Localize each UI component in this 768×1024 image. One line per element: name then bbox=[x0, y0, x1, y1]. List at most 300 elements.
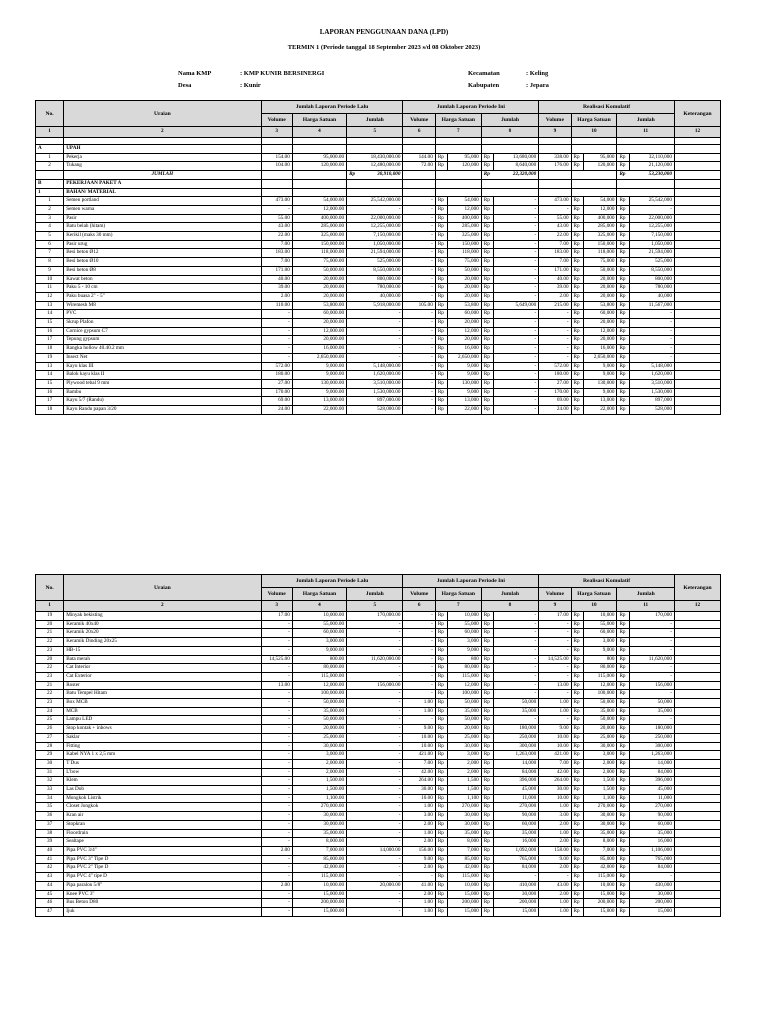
jumlah-kumulatif: 8,550,000 bbox=[629, 266, 674, 275]
harga-lalu: 115,000.00 bbox=[292, 672, 346, 681]
currency-rp: Rp bbox=[617, 292, 630, 301]
volume-ini: - bbox=[403, 275, 435, 284]
volume-ini: - bbox=[403, 388, 435, 397]
jumlah-lalu: - bbox=[347, 820, 403, 829]
jumlah-lalu: - bbox=[347, 890, 403, 899]
currency-rp: Rp bbox=[571, 716, 584, 725]
keterangan-cell bbox=[674, 794, 720, 803]
jumlah-kumulatif: 22,000,000 bbox=[629, 214, 674, 223]
empty-cell bbox=[292, 171, 346, 180]
keterangan-cell bbox=[674, 292, 720, 301]
jumlah-kumulatif: 45,000 bbox=[629, 786, 674, 795]
volume-lalu: - bbox=[261, 699, 292, 708]
currency-rp: Rp bbox=[617, 379, 630, 388]
currency-rp: Rp bbox=[481, 275, 494, 284]
currency-rp: Rp bbox=[435, 345, 448, 354]
volume-ini: 105.00 bbox=[403, 301, 435, 310]
harga-kumulatif: 20,000 bbox=[584, 284, 617, 293]
table-row bbox=[36, 725, 721, 734]
keterangan-cell bbox=[674, 881, 720, 890]
col-num: 9 bbox=[539, 127, 571, 138]
jumlah-lalu: 780,000.00 bbox=[347, 284, 403, 293]
currency-rp: Rp bbox=[571, 846, 584, 855]
harga-ini: 7,000 bbox=[448, 846, 481, 855]
row-no: 22 bbox=[36, 690, 64, 699]
volume-kumulatif: 1.00 bbox=[539, 829, 571, 838]
jumlah-kumulatif: - bbox=[629, 646, 674, 655]
info-kabupaten bbox=[468, 80, 549, 92]
jumlah-kumulatif: - bbox=[629, 319, 674, 328]
jumlah-kumulatif: 40,000 bbox=[629, 292, 674, 301]
harga-lalu: 2,000.00 bbox=[292, 759, 346, 768]
currency-rp: Rp bbox=[435, 707, 448, 716]
currency-rp: Rp bbox=[617, 864, 630, 873]
currency-rp: Rp bbox=[617, 162, 630, 171]
info-value: : Jepara bbox=[526, 82, 549, 89]
volume-ini: 42.00 bbox=[403, 768, 435, 777]
currency-rp: Rp bbox=[571, 725, 584, 734]
table-row bbox=[36, 629, 721, 638]
info-label: Desa bbox=[178, 82, 192, 89]
empty-cell bbox=[674, 188, 720, 197]
currency-rp: Rp bbox=[571, 379, 584, 388]
jumlah-kumulatif: 84,000 bbox=[629, 768, 674, 777]
jumlah-ini: - bbox=[494, 716, 539, 725]
col-num: 12 bbox=[674, 127, 720, 138]
harga-kumulatif: 285,000 bbox=[584, 223, 617, 232]
jumlah-ini: 30,000 bbox=[494, 890, 539, 899]
currency-rp: Rp bbox=[435, 249, 448, 258]
currency-rp: Rp bbox=[435, 310, 448, 319]
harga-ini: 200,000 bbox=[448, 899, 481, 908]
jumlah-ini: 84,000 bbox=[494, 768, 539, 777]
currency-rp: Rp bbox=[481, 725, 494, 734]
table-row bbox=[36, 864, 721, 873]
jumlah-lalu: 5,148,000.00 bbox=[347, 362, 403, 371]
currency-rp: Rp bbox=[571, 786, 584, 795]
harga-ini: 22,000 bbox=[448, 406, 481, 415]
currency-rp: Rp bbox=[435, 829, 448, 838]
harga-kumulatif: 100,000 bbox=[584, 690, 617, 699]
harga-ini: 42,000 bbox=[448, 864, 481, 873]
keterangan-cell bbox=[674, 733, 720, 742]
harga-ini: 85,000 bbox=[448, 855, 481, 864]
currency-rp: Rp bbox=[481, 362, 494, 371]
jumlah-ini: - bbox=[494, 240, 539, 249]
currency-rp: Rp bbox=[481, 699, 494, 708]
col-uraian: Uraian bbox=[64, 575, 261, 601]
harga-kumulatif: 130,000 bbox=[584, 379, 617, 388]
empty-cell bbox=[481, 145, 538, 154]
volume-lalu: 22.00 bbox=[261, 232, 292, 241]
table-row bbox=[36, 620, 721, 629]
jumlah-lalu: - bbox=[347, 629, 403, 638]
harga-kumulatif: 30,000 bbox=[584, 820, 617, 829]
row-no: 40 bbox=[36, 846, 64, 855]
harga-kumulatif: 25,000 bbox=[584, 733, 617, 742]
currency-rp: Rp bbox=[435, 838, 448, 847]
row-uraian: Ijuk bbox=[64, 907, 261, 916]
volume-kumulatif: - bbox=[539, 629, 571, 638]
col-num: 7 bbox=[435, 601, 481, 612]
harga-lalu: 35,000.00 bbox=[292, 829, 346, 838]
table-row bbox=[36, 873, 721, 882]
row-uraian: Closet Jongkok bbox=[64, 803, 261, 812]
volume-ini: - bbox=[403, 681, 435, 690]
table-row bbox=[36, 275, 721, 284]
col-harga: Harga Satuan bbox=[292, 588, 346, 601]
row-no: 31 bbox=[36, 768, 64, 777]
harga-kumulatif: 13,000 bbox=[584, 397, 617, 406]
jumlah-lalu: 21,594,000.00 bbox=[347, 249, 403, 258]
harga-ini: 13,000 bbox=[448, 397, 481, 406]
jumlah-kumulatif: 35,000 bbox=[629, 829, 674, 838]
currency-rp: Rp bbox=[571, 768, 584, 777]
jumlah-ini: - bbox=[494, 214, 539, 223]
table-row bbox=[36, 812, 721, 821]
keterangan-cell bbox=[674, 855, 720, 864]
currency-rp: Rp bbox=[571, 310, 584, 319]
currency-rp: Rp bbox=[481, 205, 494, 214]
currency-rp: Rp bbox=[571, 336, 584, 345]
currency-rp: Rp bbox=[435, 716, 448, 725]
currency-rp: Rp bbox=[617, 725, 630, 734]
volume-ini: 1.00 bbox=[403, 899, 435, 908]
table-row bbox=[36, 890, 721, 899]
volume-kumulatif: 30.00 bbox=[539, 786, 571, 795]
empty-cell bbox=[403, 171, 435, 180]
table-row bbox=[36, 205, 721, 214]
harga-ini: 12,000 bbox=[448, 205, 481, 214]
table-row bbox=[36, 846, 721, 855]
volume-ini: - bbox=[403, 690, 435, 699]
jumlah-lalu: - bbox=[347, 803, 403, 812]
row-uraian: Bus Beton D80 bbox=[64, 899, 261, 908]
row-no: 46 bbox=[36, 899, 64, 908]
keterangan-cell bbox=[674, 681, 720, 690]
volume-lalu: - bbox=[261, 620, 292, 629]
row-uraian: Fitting bbox=[64, 742, 261, 751]
harga-ini: 120,000 bbox=[448, 162, 481, 171]
currency-rp: Rp bbox=[435, 742, 448, 751]
harga-lalu: 13,000.00 bbox=[292, 397, 346, 406]
volume-kumulatif: 1.00 bbox=[539, 707, 571, 716]
table-row bbox=[36, 716, 721, 725]
jumlah-lalu: - bbox=[347, 353, 403, 362]
volume-lalu: 2.00 bbox=[261, 292, 292, 301]
harga-ini: 10,000 bbox=[448, 881, 481, 890]
harga-kumulatif: 12,000 bbox=[584, 681, 617, 690]
keterangan-cell bbox=[674, 327, 720, 336]
row-uraian: L'bow bbox=[64, 768, 261, 777]
harga-lalu: 800.00 bbox=[292, 655, 346, 664]
info-kmp bbox=[178, 68, 324, 80]
row-uraian: Klem bbox=[64, 777, 261, 786]
harga-kumulatif: 22,000 bbox=[584, 406, 617, 415]
currency-rp: Rp bbox=[481, 406, 494, 415]
harga-kumulatif: 120,000 bbox=[584, 162, 617, 171]
harga-kumulatif: 95,000 bbox=[584, 153, 617, 162]
volume-ini: - bbox=[403, 240, 435, 249]
jumlah-kumulatif: 525,000 bbox=[629, 258, 674, 267]
currency-rp: Rp bbox=[617, 258, 630, 267]
harga-kumulatif: 15,000 bbox=[584, 907, 617, 916]
empty-cell bbox=[435, 145, 481, 154]
jumlah-lalu: - bbox=[347, 646, 403, 655]
table-row bbox=[36, 388, 721, 397]
volume-lalu: - bbox=[261, 629, 292, 638]
currency-rp: Rp bbox=[481, 214, 494, 223]
row-no: 4 bbox=[36, 223, 64, 232]
volume-lalu: - bbox=[261, 716, 292, 725]
jumlah-ini: 300,000 bbox=[494, 742, 539, 751]
volume-ini: - bbox=[403, 336, 435, 345]
jumlah-kumulatif: 1,050,000 bbox=[629, 240, 674, 249]
keterangan-cell bbox=[674, 716, 720, 725]
table-row bbox=[36, 638, 721, 647]
jumlah-kumulatif: 3,510,000 bbox=[629, 379, 674, 388]
row-no: 1 bbox=[36, 153, 64, 162]
volume-lalu: 24.00 bbox=[261, 406, 292, 415]
harga-lalu: 12,000.00 bbox=[292, 327, 346, 336]
empty-cell bbox=[292, 145, 346, 154]
harga-kumulatif: 50,000 bbox=[584, 716, 617, 725]
row-no: 25 bbox=[36, 716, 64, 725]
row-uraian: Paku 5 - 10 cm bbox=[64, 284, 261, 293]
row-no: 6 bbox=[36, 240, 64, 249]
currency-rp: Rp bbox=[435, 388, 448, 397]
currency-rp: Rp bbox=[571, 266, 584, 275]
report-title: LAPORAN PENGGUNAAN DANA (LPD) bbox=[319, 28, 449, 36]
jumlah-ini: 200,000 bbox=[494, 899, 539, 908]
currency-rp: Rp bbox=[349, 171, 356, 178]
currency-rp: Rp bbox=[617, 301, 630, 310]
volume-lalu: - bbox=[261, 205, 292, 214]
currency-rp: Rp bbox=[617, 733, 630, 742]
harga-ini: 12,000 bbox=[448, 681, 481, 690]
row-uraian: Insect Net bbox=[64, 353, 261, 362]
group-lalu: Jumlah Laporan Periode Lalu bbox=[261, 101, 403, 114]
volume-kumulatif: 1.00 bbox=[539, 907, 571, 916]
volume-ini: - bbox=[403, 620, 435, 629]
harga-ini: 60,000 bbox=[448, 310, 481, 319]
row-no: 16 bbox=[36, 388, 64, 397]
table-row bbox=[36, 899, 721, 908]
currency-rp: Rp bbox=[435, 197, 448, 206]
keterangan-cell bbox=[674, 319, 720, 328]
volume-lalu: 13.00 bbox=[261, 681, 292, 690]
jumlah-ini: - bbox=[494, 612, 539, 621]
volume-kumulatif: - bbox=[539, 646, 571, 655]
row-no: 3 bbox=[36, 214, 64, 223]
jumlah-kumulatif: 21,120,000 bbox=[629, 162, 674, 171]
volume-kumulatif: 39.00 bbox=[539, 284, 571, 293]
info-kecamatan bbox=[468, 68, 549, 80]
harga-lalu: 10,000.00 bbox=[292, 612, 346, 621]
row-uraian: T Dus bbox=[64, 759, 261, 768]
currency-rp: Rp bbox=[481, 223, 494, 232]
currency-rp: Rp bbox=[571, 353, 584, 362]
harga-kumulatif: 8,000 bbox=[584, 838, 617, 847]
harga-kumulatif: 9,000 bbox=[584, 646, 617, 655]
currency-rp: Rp bbox=[571, 162, 584, 171]
currency-rp: Rp bbox=[571, 751, 584, 760]
empty-cell bbox=[261, 188, 292, 197]
harga-kumulatif: 9,000 bbox=[584, 362, 617, 371]
jumlah-kumulatif: 7,150,000 bbox=[629, 232, 674, 241]
volume-kumulatif: 180.00 bbox=[539, 371, 571, 380]
currency-rp: Rp bbox=[481, 820, 494, 829]
currency-rp: Rp bbox=[571, 873, 584, 882]
row-no: 30 bbox=[36, 759, 64, 768]
currency-rp: Rp bbox=[481, 319, 494, 328]
col-harga: Harga Satuan bbox=[571, 588, 617, 601]
row-uraian: Stopkran bbox=[64, 820, 261, 829]
empty-cell bbox=[36, 138, 64, 145]
row-uraian: Knee PVC 3" bbox=[64, 890, 261, 899]
currency-rp: Rp bbox=[617, 873, 630, 882]
currency-rp: Rp bbox=[617, 388, 630, 397]
jumlah-ini: 11,000 bbox=[494, 794, 539, 803]
currency-rp: Rp bbox=[571, 249, 584, 258]
harga-kumulatif: 2,650,000 bbox=[584, 353, 617, 362]
jumlah-lalu: - bbox=[347, 327, 403, 336]
jumlah-kumulatif: 15,000 bbox=[629, 907, 674, 916]
harga-ini: 15,000 bbox=[448, 890, 481, 899]
table-row bbox=[36, 681, 721, 690]
volume-lalu: - bbox=[261, 310, 292, 319]
volume-lalu: 27.00 bbox=[261, 379, 292, 388]
currency-rp: Rp bbox=[481, 733, 494, 742]
empty-cell bbox=[571, 179, 617, 188]
jumlah-lalu: - bbox=[347, 855, 403, 864]
harga-lalu: 50,000.00 bbox=[292, 699, 346, 708]
currency-rp: Rp bbox=[435, 846, 448, 855]
table-row bbox=[36, 162, 721, 171]
currency-rp: Rp bbox=[617, 838, 630, 847]
jumlah-lalu: - bbox=[347, 205, 403, 214]
empty-cell bbox=[403, 179, 435, 188]
harga-lalu: 3,000.00 bbox=[292, 751, 346, 760]
jumlah-ini: - bbox=[494, 873, 539, 882]
volume-lalu: 69.00 bbox=[261, 397, 292, 406]
empty-cell bbox=[617, 179, 674, 188]
currency-rp: Rp bbox=[481, 353, 494, 362]
volume-kumulatif: 338.00 bbox=[539, 153, 571, 162]
currency-rp: Rp bbox=[481, 690, 494, 699]
currency-rp: Rp bbox=[571, 620, 584, 629]
info-right bbox=[468, 68, 549, 92]
table-row bbox=[36, 820, 721, 829]
row-uraian: Pipa PVC 4" tipe D bbox=[64, 873, 261, 882]
jumlah-lalu: - bbox=[347, 620, 403, 629]
currency-rp: Rp bbox=[435, 336, 448, 345]
currency-rp: Rp bbox=[481, 716, 494, 725]
row-no: 14 bbox=[36, 371, 64, 380]
jumlah-ini: - bbox=[494, 258, 539, 267]
harga-kumulatif: 50,000 bbox=[584, 266, 617, 275]
jumlah-lalu: 170,000.00 bbox=[347, 612, 403, 621]
harga-lalu: 7,000.00 bbox=[292, 846, 346, 855]
jumlah-lalu: - bbox=[347, 716, 403, 725]
table-row bbox=[36, 742, 721, 751]
harga-kumulatif: 2,000 bbox=[584, 759, 617, 768]
row-uraian: Tukang bbox=[64, 162, 261, 171]
volume-ini: 30.00 bbox=[403, 786, 435, 795]
row-no: 32 bbox=[36, 777, 64, 786]
keterangan-cell bbox=[674, 266, 720, 275]
harga-ini: 50,000 bbox=[448, 266, 481, 275]
row-uraian: Mongkok Listrik bbox=[64, 794, 261, 803]
keterangan-cell bbox=[674, 258, 720, 267]
harga-lalu: 42,000.00 bbox=[292, 864, 346, 873]
harga-ini: 20,000 bbox=[448, 275, 481, 284]
volume-lalu: - bbox=[261, 690, 292, 699]
volume-kumulatif: 42.00 bbox=[539, 768, 571, 777]
currency-rp: Rp bbox=[481, 249, 494, 258]
jumlah-kumulatif: - bbox=[629, 716, 674, 725]
empty-cell bbox=[481, 138, 538, 145]
currency-rp: Rp bbox=[435, 899, 448, 908]
row-no: 8 bbox=[36, 258, 64, 267]
volume-ini: - bbox=[403, 873, 435, 882]
harga-lalu: 1,500.00 bbox=[292, 777, 346, 786]
row-uraian: Minyak bekisting bbox=[64, 612, 261, 621]
volume-lalu: - bbox=[261, 733, 292, 742]
jumlah-lalu: - bbox=[347, 690, 403, 699]
col-volume: Volume bbox=[261, 588, 292, 601]
volume-kumulatif: 1.00 bbox=[539, 699, 571, 708]
volume-lalu: - bbox=[261, 646, 292, 655]
jumlah-kumulatif-total bbox=[617, 171, 674, 180]
harga-ini: 1,100 bbox=[448, 794, 481, 803]
row-uraian: Rangka hollow 40.40.2 mm bbox=[64, 345, 261, 354]
harga-kumulatif: 30,000 bbox=[584, 742, 617, 751]
jumlah-lalu: - bbox=[347, 336, 403, 345]
volume-kumulatif: 9.00 bbox=[539, 725, 571, 734]
currency-rp: Rp bbox=[481, 310, 494, 319]
harga-lalu: 400,000.00 bbox=[292, 214, 346, 223]
jumlah-lalu: 40,000.00 bbox=[347, 292, 403, 301]
empty-cell bbox=[435, 179, 481, 188]
harga-lalu: 130,000.00 bbox=[292, 379, 346, 388]
harga-kumulatif: 800 bbox=[584, 655, 617, 664]
volume-lalu: - bbox=[261, 838, 292, 847]
row-no: 18 bbox=[36, 406, 64, 415]
currency-rp: Rp bbox=[481, 751, 494, 760]
keterangan-cell bbox=[674, 751, 720, 760]
table-row bbox=[36, 646, 721, 655]
jumlah-kumulatif: - bbox=[629, 664, 674, 673]
harga-lalu: 12,000.00 bbox=[292, 681, 346, 690]
currency-rp: Rp bbox=[435, 406, 448, 415]
volume-ini: - bbox=[403, 266, 435, 275]
harga-lalu: 2,650,000.00 bbox=[292, 353, 346, 362]
currency-rp: Rp bbox=[571, 864, 584, 873]
group-lalu: Jumlah Laporan Periode Lalu bbox=[261, 575, 403, 588]
row-no: 22 bbox=[36, 638, 64, 647]
harga-ini: 16,000 bbox=[448, 345, 481, 354]
row-uraian: Floordrain bbox=[64, 829, 261, 838]
report-subtitle: TERMIN 1 (Periode tanggal 18 September 2023 s/d 08 Oktober 2023) bbox=[287, 44, 481, 51]
currency-rp: Rp bbox=[435, 681, 448, 690]
row-no: 18 bbox=[36, 345, 64, 354]
volume-ini: - bbox=[403, 362, 435, 371]
table-row bbox=[36, 751, 721, 760]
row-no: 22 bbox=[36, 664, 64, 673]
info-value: : KMP KUNIR BERSINERGI bbox=[240, 70, 325, 77]
table-row bbox=[36, 301, 721, 310]
